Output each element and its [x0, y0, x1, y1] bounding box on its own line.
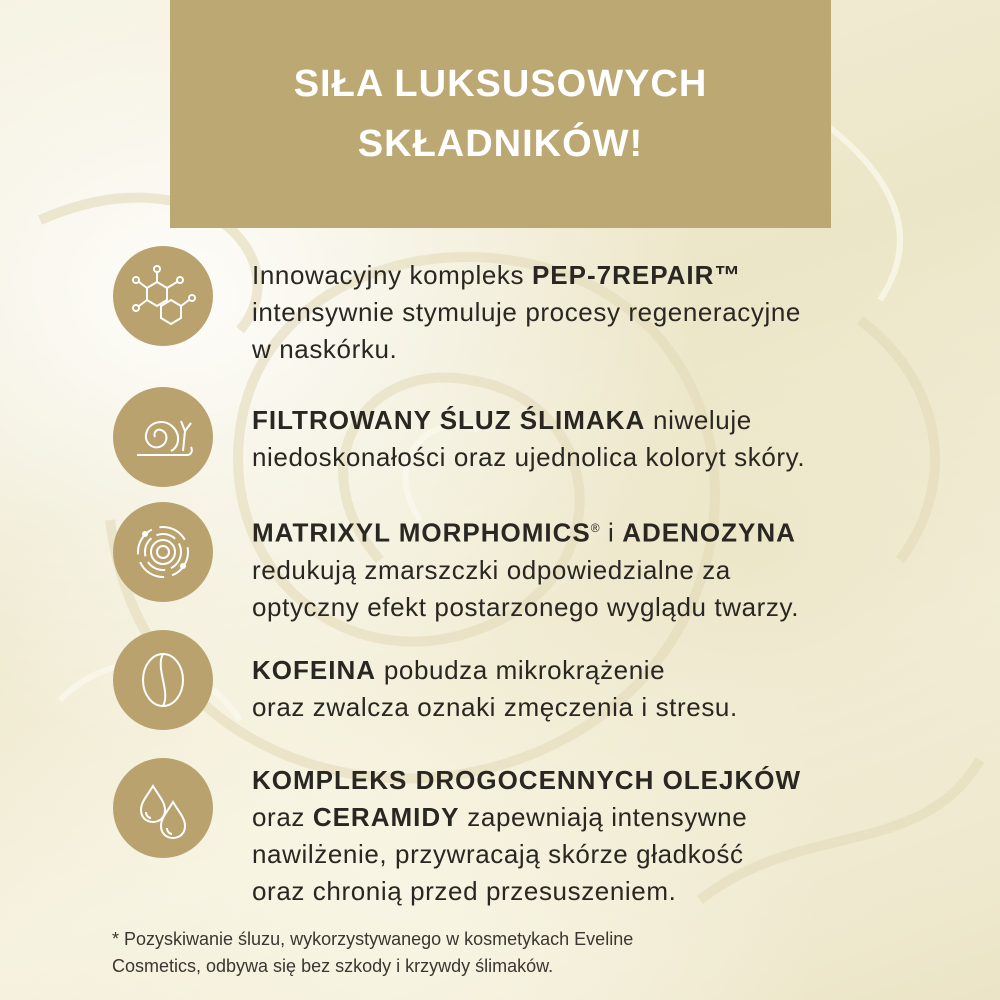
ingredient-name: MATRIXYL MORPHOMICS [252, 517, 591, 548]
text-segment: zapewniają intensywne [459, 802, 748, 832]
text-line: w naskórku. [252, 334, 398, 364]
text-line: intensywnie stymuluje procesy regeneracyjne [252, 297, 801, 327]
footnote-line: Cosmetics, odbywa się bez szkody i krzywdy ślimaków. [112, 956, 554, 976]
text-line: nawilżenie, przywracają skórze gładkość [252, 839, 744, 869]
ingredient-name: KOMPLEKS DROGOCENNYCH OLEJKÓW [252, 765, 802, 795]
header-banner [170, 0, 831, 228]
text-line: redukują zmarszczki odpowiedzialne za [252, 554, 731, 585]
text-segment: Innowacyjny kompleks [252, 260, 532, 290]
banner-title-line2: SKŁADNIKÓW! [357, 123, 644, 165]
oil-drops-icon [113, 758, 213, 858]
text-line: oraz zwalcza oznaki zmęczenia i stresu. [252, 692, 738, 722]
registered-mark: ® [590, 521, 601, 535]
ingredient-name: FILTROWANY ŚLUZ ŚLIMAKA [252, 405, 646, 435]
text-segment: oraz [252, 802, 313, 832]
snail-icon [113, 387, 213, 487]
ingredient-name: KOFEINA [252, 655, 376, 685]
ingredient-text [252, 652, 972, 726]
text-line: optyczny efekt postarzonego wyglądu twarzy. [252, 591, 800, 622]
ingredient-text [252, 762, 972, 910]
ingredient-text [252, 402, 972, 476]
text-segment: i [600, 517, 623, 548]
text-line: niedoskonałości oraz ujednolica koloryt skóry. [252, 442, 806, 472]
text-segment: pobudza mikrokrążenie [376, 655, 666, 685]
coffee-bean-icon [113, 630, 213, 730]
text-segment: niweluje [645, 405, 752, 435]
ingredient-name: CERAMIDY [312, 802, 460, 832]
footnote [112, 926, 912, 980]
ingredient-text [252, 510, 972, 626]
banner-title-line1: SIŁA LUKSUSOWYCH [293, 63, 708, 105]
footnote-line: * Pozyskiwanie śluzu, wykorzystywanego w kosmetykach Eveline [112, 929, 634, 949]
ingredient-name: PEP-7REPAIR™ [531, 260, 742, 290]
ingredient-name: ADENOZYNA [622, 517, 796, 548]
molecule-icon [113, 246, 213, 346]
text-line: oraz chronią przed przesuszeniem. [252, 876, 677, 906]
concentric-circles-icon [113, 502, 213, 602]
ingredient-text [252, 257, 972, 368]
